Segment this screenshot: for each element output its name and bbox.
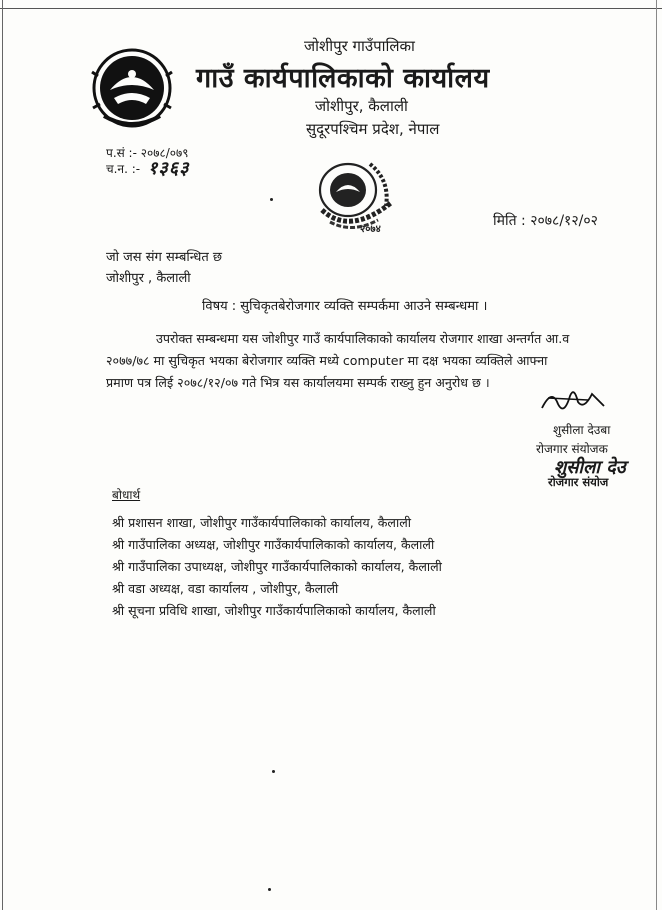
page-border-right <box>656 0 657 910</box>
recipient-line-2: जोशीपुर , कैलाली <box>106 271 191 286</box>
cc-heading: बोधार्थ <box>112 488 141 502</box>
cc-item: श्री गाउँपालिका उपाध्यक्ष, जोशीपुर गाउँकार्यपालिकाको कार्यालय, कैलाली <box>112 559 442 574</box>
page-border-top <box>0 8 662 9</box>
signatory-title: रोजगार संयोजक <box>536 442 608 456</box>
body-line-3: प्रमाण पत्र लिई २०७८/१२/०७ गते भित्र यस कार्यालयमा सम्पर्क राख्नु हुन अनुरोध छ । <box>106 375 490 390</box>
patra-sankhya: प.सं :- २०७८/०७९ <box>106 146 189 160</box>
body-line-1: उपरोक्त सम्बन्धमा यस जोशीपुर गाउँ कार्यपालिकाको कार्यालय रोजगार शाखा अन्तर्गत आ.व <box>156 331 570 346</box>
cc-item: श्री वडा अध्यक्ष, वडा कार्यालय , जोशीपुर, कैलाली <box>112 581 339 596</box>
cc-item: श्री गाउँपालिका अध्यक्ष, जोशीपुर गाउँकार्यपालिकाको कार्यालय, कैलाली <box>112 537 435 552</box>
body-line-2: २०७७/७८ मा सुचिकृत भयका बेरोजगार व्यक्ति मध्ये computer मा दक्ष भयका व्यक्तिले आफ्ना <box>106 353 548 368</box>
stamp-name: शुसीला देउ <box>554 457 626 478</box>
nepal-emblem-icon <box>90 46 174 130</box>
stamp-title: रोजगार संयोज <box>548 475 609 489</box>
chalani-label: च.न. :- <box>106 162 141 176</box>
letter-subject: विषय : सुचिकृतबेरोजगार व्यक्ति सम्पर्कमा आउने सम्बन्धमा । <box>202 299 488 314</box>
svg-text:२०७४: २०७४ <box>360 224 381 235</box>
office-address: जोशीपुर, कैलाली <box>315 97 408 115</box>
handwritten-signature-icon <box>538 386 608 414</box>
scan-speck <box>270 198 273 201</box>
office-seal-icon <box>300 150 410 240</box>
province-line: सुदूरपश्चिम प्रदेश, नेपाल <box>306 120 440 138</box>
recipient-line-1: जो जस संग सम्बन्धित छ <box>106 250 223 265</box>
office-title: गाउँ कार्यपालिकाको कार्यालय <box>196 63 490 94</box>
letter-date: मिति : २०७८/१२/०२ <box>493 213 598 229</box>
scan-speck <box>272 770 275 773</box>
scan-speck <box>268 888 271 891</box>
cc-item: श्री प्रशासन शाखा, जोशीपुर गाउँकार्यपालिकाको कार्यालय, कैलाली <box>112 515 412 530</box>
chalani-number: १३६३ <box>148 158 190 179</box>
cc-item: श्री सूचना प्रविधि शाखा, जोशीपुर गाउँकार्यपालिकाको कार्यालय, कैलाली <box>112 603 436 618</box>
signatory-name: शुसीला देउबा <box>553 423 611 437</box>
page-border-left <box>2 0 3 910</box>
municipality-name: जोशीपुर गाउँपालिका <box>304 37 415 55</box>
